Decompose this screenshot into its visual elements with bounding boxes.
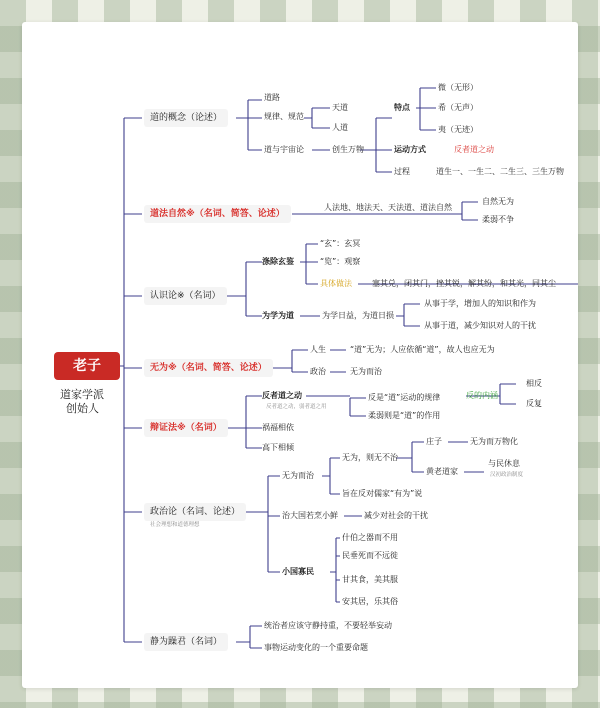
node-tedian: 特点	[394, 103, 410, 112]
node-huanglao: 黄老道家	[426, 467, 458, 476]
node-tiandao: 天道	[332, 103, 348, 112]
node-shoujing: 统治者应该守静持重，不要轻举妄动	[264, 621, 392, 630]
branch-zhengzhilun-sub: 社会理想和道德理想	[150, 522, 200, 528]
branch-renshilun: 认识论※（名词）	[144, 287, 227, 305]
node-minzhongsi: 民垂死而不远徙	[342, 551, 398, 560]
node-xiangfan: 相反	[526, 379, 542, 388]
node-fan-neihan: 反的内涵	[466, 391, 498, 400]
root-subtitle-2: 创始人	[66, 402, 99, 415]
node-xiaoguoguamin: 小国寡民	[282, 567, 314, 576]
node-huofu: 祸福相依	[262, 423, 294, 432]
node-motion-value: 反者道之动	[454, 145, 494, 154]
node-roubu: 柔弱则是“道”的作用	[368, 411, 441, 420]
node-anqiju: 安其居，乐其俗	[342, 597, 398, 606]
node-dichu: 涤除玄鉴	[262, 257, 294, 266]
node-motion: 运动方式	[394, 145, 426, 154]
node-zhengzhi: 政治	[310, 367, 326, 376]
node-yuzhou: 道与宇宙论	[264, 145, 304, 154]
node-fandui-rujia: 旨在反对儒家“有为”说	[342, 489, 423, 498]
branch-bianzhengfa: 辩证法※（名词）	[144, 419, 228, 437]
node-roububuzheng: 柔弱不争	[482, 215, 514, 224]
node-chuangsheng: 创生万物	[332, 145, 364, 154]
node-mingti: 事物运动变化的一个重要命题	[264, 643, 368, 652]
node-xuan: “玄”：玄冥	[320, 239, 361, 248]
node-fanzhe-sub: 反者道之动，弱者道之用	[266, 404, 327, 410]
node-guilv: 规律、规范	[264, 112, 304, 121]
branch-jingweizaojun: 静为躁君（名词）	[144, 633, 228, 651]
node-fanfu: 反复	[526, 399, 542, 408]
node-congshi-xue: 从事于学，增加人的知识和作为	[424, 299, 536, 308]
node-process-value: 道生一、一生二、二生三、三生万物	[436, 167, 564, 176]
node-process: 过程	[394, 167, 410, 176]
branch-zhengzhilun: 政治论（名词、论述）	[144, 503, 246, 521]
node-zhidaguo: 治大国若烹小鲜	[282, 511, 338, 520]
node-hanchu: 汉初政治制度	[490, 472, 524, 478]
root-node: 老子	[54, 352, 120, 380]
node-weixue-text: 为学日益，为道日损	[322, 311, 394, 320]
node-fanzhe: 反者道之动	[262, 391, 302, 400]
branch-dao-concept: 道的概念（论述）	[144, 109, 228, 127]
node-zhuangzi: 庄子	[426, 437, 442, 446]
node-yi: 夷（无迹）	[438, 125, 478, 134]
node-gaoxia: 高下相倾	[262, 443, 294, 452]
node-rensheng: 人生	[310, 345, 326, 354]
node-ziranwuwei: 自然无为	[482, 197, 514, 206]
node-wuweierzhi: 无为而治	[282, 471, 314, 480]
node-weixue: 为学为道	[262, 311, 294, 320]
node-ganqishi: 甘其食，美其服	[342, 575, 398, 584]
node-method-value: 塞其兑，闭其门，挫其锐，解其纷，和其光，同其尘	[372, 279, 556, 288]
node-rendao: 人道	[332, 123, 348, 132]
node-method: 具体做法	[320, 279, 352, 288]
node-zhuangzi-value: 无为而万物化	[470, 437, 518, 446]
branch-wuwei: 无为※（名词、简答、论述）	[144, 359, 273, 377]
node-jianshao-ganrao: 减少对社会的干扰	[364, 511, 428, 520]
node-shibo: 什伯之器而不用	[342, 533, 398, 542]
node-rensheng-text: “道”无为；人应依循“道”，故人也应无为	[350, 345, 495, 354]
branch-daofaziran: 道法自然※（名词、简答、论述）	[144, 205, 291, 223]
node-lan: “览”：观察	[320, 257, 361, 266]
node-zhengzhi-text: 无为而治	[350, 367, 382, 376]
node-fanshi: 反是“道”运动的规律	[368, 393, 441, 402]
node-xi: 希（无声）	[438, 103, 478, 112]
root-subtitle: 道家学派	[60, 388, 104, 401]
node-wuwei-wubuzhi: 无为，则无不治	[342, 453, 398, 462]
node-congshi-dao: 从事于道，减少知识对人的干扰	[424, 321, 536, 330]
node-renfadi: 人法地、地法天、天法道、道法自然	[324, 203, 452, 212]
node-yuminxiuxi: 与民休息	[488, 459, 520, 468]
node-daolu: 道路	[264, 93, 280, 102]
node-wei: 微（无形）	[438, 83, 478, 92]
